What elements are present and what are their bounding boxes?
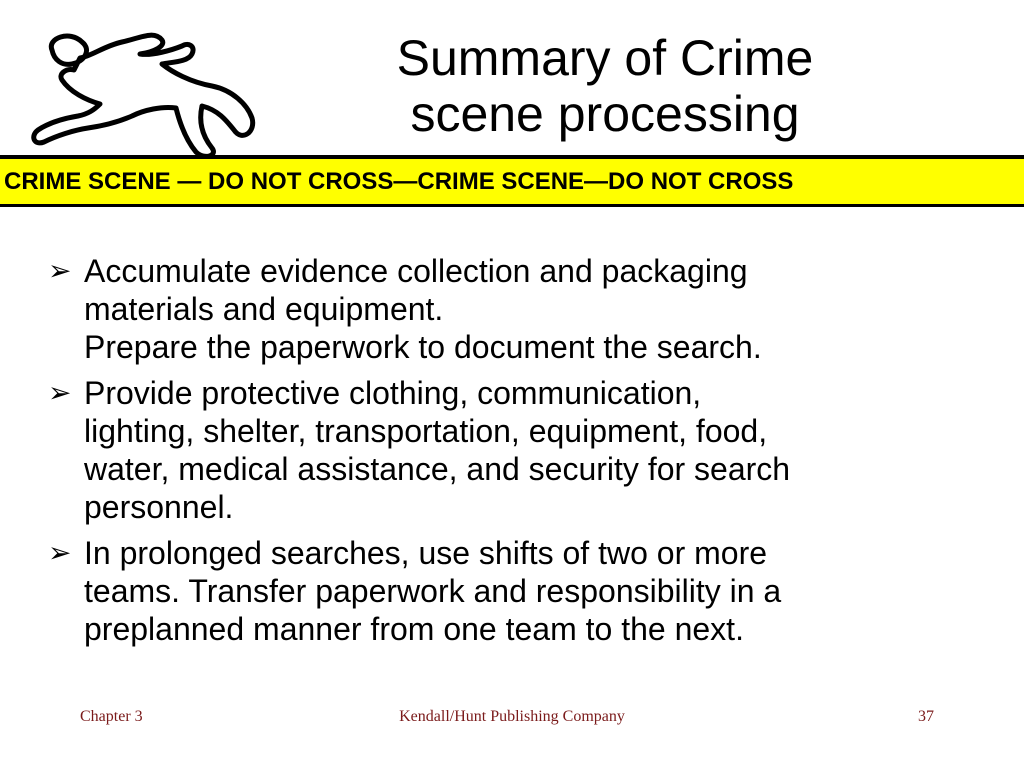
bullet-item	[48, 252, 988, 366]
footer-page-number: 37	[918, 708, 934, 725]
tape-text: CRIME SCENE — DO NOT CROSS—CRIME SCENE—DO NOT CROSS	[4, 167, 794, 195]
bullet-line: preplanned manner from one team to the next.	[84, 611, 744, 647]
bullet-list	[48, 252, 988, 656]
title-line-1: Summary of Crime	[396, 30, 814, 86]
footer-publisher: Kendall/Hunt Publishing Company	[399, 708, 625, 725]
arrowhead-bullet-icon: ➢	[48, 376, 72, 409]
footer-chapter: Chapter 3	[80, 708, 143, 725]
bullet-line: water, medical assistance, and security for search	[84, 451, 791, 487]
body-outline-icon	[22, 20, 272, 160]
bullet-item	[48, 374, 988, 526]
bullet-line: teams. Transfer paperwork and responsibility in a	[84, 573, 782, 609]
bullet-item	[48, 534, 988, 648]
bullet-line: In prolonged searches, use shifts of two or more	[84, 535, 768, 571]
arrowhead-bullet-icon: ➢	[48, 536, 72, 569]
arrowhead-bullet-icon: ➢	[48, 254, 72, 287]
bullet-text	[84, 534, 781, 648]
bullet-line: Accumulate evidence collection and packaging	[84, 253, 748, 289]
crime-scene-tape	[0, 155, 1024, 207]
bullet-line: personnel.	[84, 489, 234, 525]
bullet-text	[84, 252, 762, 366]
slide-title	[330, 30, 880, 142]
title-line-2: scene processing	[410, 86, 800, 142]
bullet-line: Prepare the paperwork to document the search.	[84, 329, 762, 365]
bullet-text	[84, 374, 790, 526]
bullet-line: materials and equipment.	[84, 291, 444, 327]
bullet-line: Provide protective clothing, communication,	[84, 375, 702, 411]
bullet-line: lighting, shelter, transportation, equipment, food,	[84, 413, 768, 449]
